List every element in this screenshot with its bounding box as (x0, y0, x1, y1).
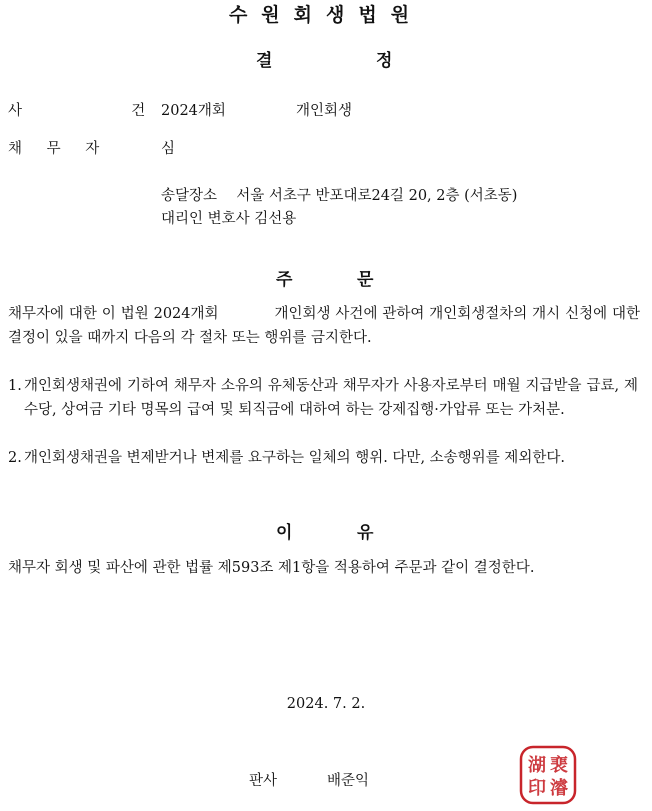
debtor-name: 심 (161, 141, 176, 157)
seal-char: 印 (528, 778, 546, 799)
seal-char: 湖 (528, 755, 546, 776)
item-number: 1. (8, 378, 22, 394)
decision-date: 2024. 7. 2. (286, 696, 366, 712)
order-intro: 채무자에 대한 이 법원 2024개회 개인회생 사건에 관하여 개인회생절차의 개시 신청에 대한 결정이 있을 때까지 다음의 각 절차 또는 행위를 금지한다. (8, 306, 640, 346)
decision-heading-left: 결 (256, 51, 273, 71)
reason-text: 채무자 회생 및 파산에 관한 법률 제593조 제1항을 적용하여 주문과 같이 결정한다. (8, 560, 535, 576)
decision-heading-right: 정 (376, 51, 393, 71)
judge-name: 배준익 (327, 773, 370, 789)
debtor-label: 채 무 자 (8, 141, 100, 157)
order-heading-left: 주 (276, 270, 293, 290)
order-heading-right: 문 (357, 270, 374, 290)
service-address: 서울 서초구 반포대로24길 20, 2층 (서초동) (236, 188, 518, 204)
order-item-1 (8, 374, 638, 422)
item-text: 개인회생채권을 변제받거나 변제를 요구하는 일체의 행위. 다만, 소송행위를 제외한다. (24, 450, 565, 466)
reason-heading-right: 유 (357, 523, 374, 543)
case-label: 사 건 (8, 103, 146, 119)
reason-heading-left: 이 (276, 523, 293, 543)
item-text: 개인회생채권에 기하여 채무자 소유의 유체동산과 채무자가 사용자로부터 매월 지급받을 급료, 제수당, 상여금 기타 명목의 급여 및 퇴직금에 대하여 하는 강제집행·가압류 또는 가처분. (24, 378, 638, 418)
court-name: 수원회생법원 (228, 4, 424, 26)
service-address-line (161, 184, 517, 205)
judge-seal-stamp (518, 744, 578, 806)
item-number: 2. (8, 450, 22, 466)
service-label: 송달장소 (161, 188, 218, 204)
case-number: 2024개회 (161, 103, 226, 119)
case-type: 개인회생 (296, 103, 353, 119)
attorney: 대리인 변호사 김선용 (161, 211, 297, 227)
seal-char: 裵 (550, 755, 568, 776)
order-item-2 (8, 446, 638, 470)
judge-title: 판사 (249, 773, 278, 789)
seal-char: 濬 (550, 778, 568, 799)
